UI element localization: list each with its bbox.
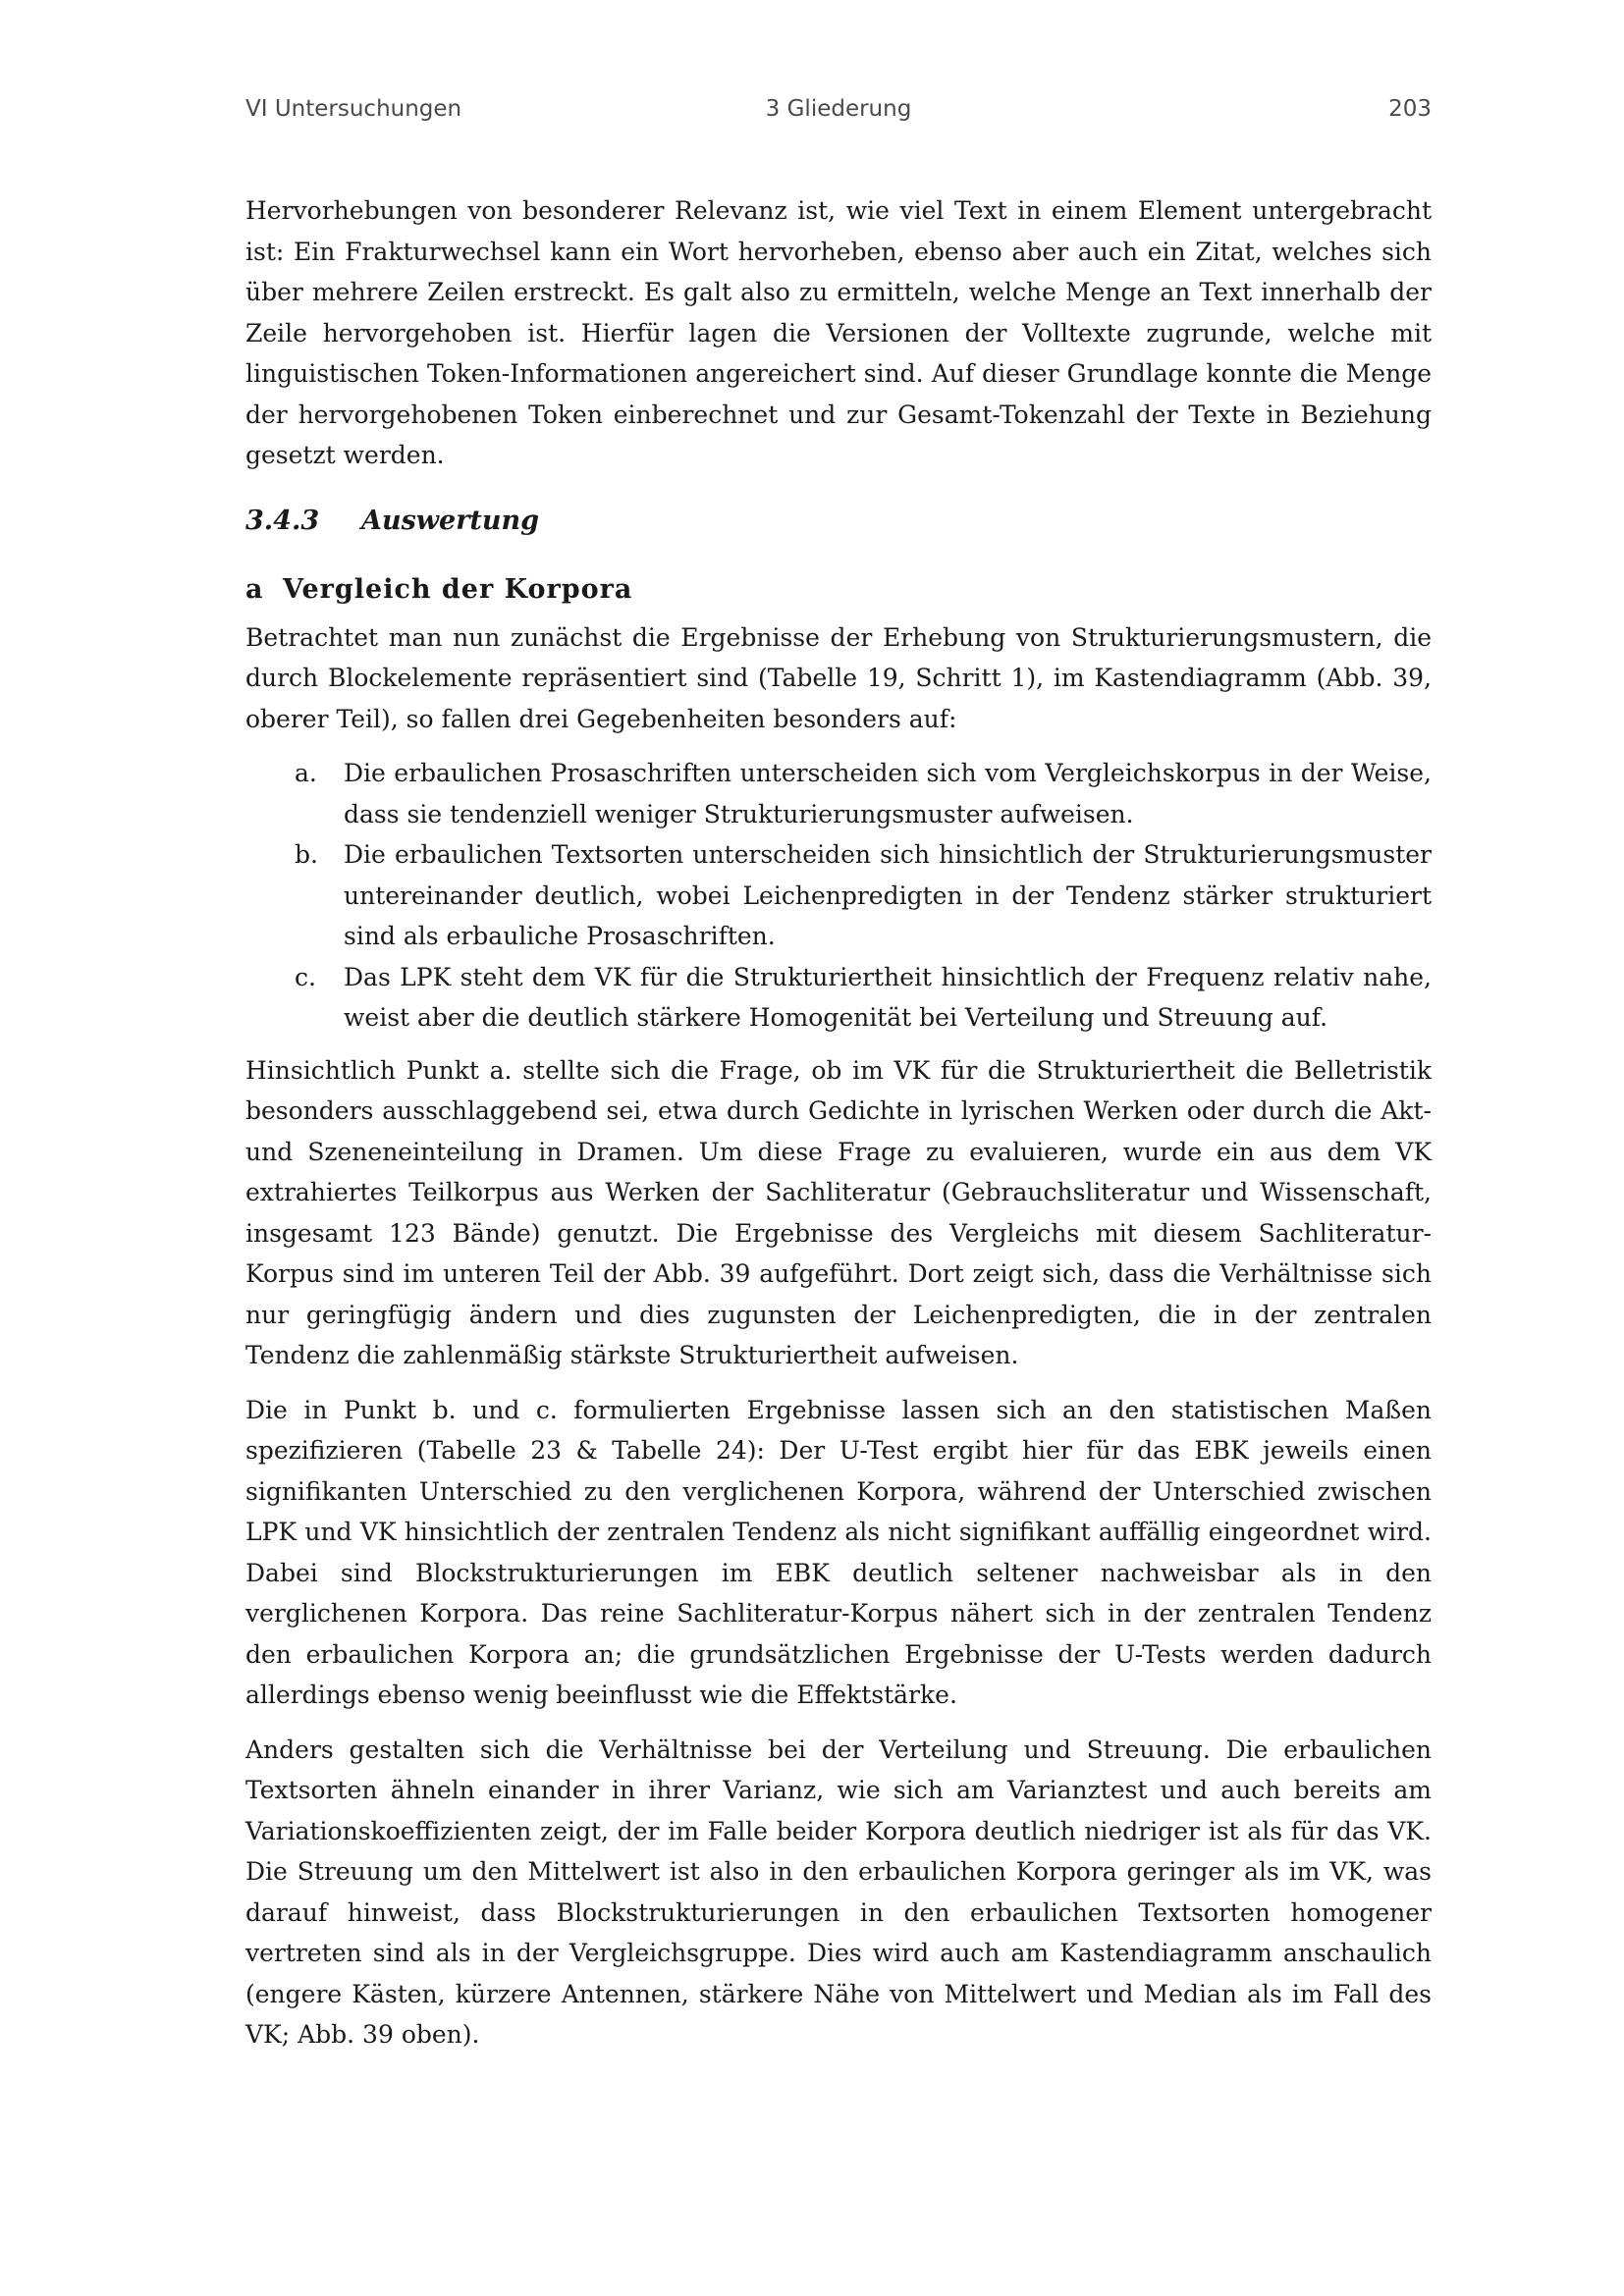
header-chapter: VI Untersuchungen — [245, 96, 462, 122]
list-item-text: Die erbaulichen Textsorten unterscheiden sich hinsichtlich der Strukturierungsmuster untereinander deutlich, wobei Leichenpredigten in der Tendenz stärker strukturiert sind als erbauliche Prosaschriften. — [344, 840, 1432, 950]
intro-paragraph: Hervorhebungen von besonderer Relevanz ist, wie viel Text in einem Element untergebracht ist: Ein Frakturwechsel kann ein Wort hervorheben, ebenso aber auch ein Zitat, welches sich über mehrere Zeilen erstreckt. Es galt also zu ermitteln, welche Menge an Text innerhalb der Zeile hervorgehoben ist. Hierfür lagen die Versionen der Volltexte zugrunde, welche mit linguistischen Token-Informationen angereichert sind. Auf dieser Grundlage konnte die Menge der hervorgehobenen Token einberechnet und zur Gesamt-Tokenzahl der Texte in Beziehung gesetzt werden. — [245, 196, 1432, 469]
list-item — [245, 834, 1432, 957]
header-section: 3 Gliederung — [765, 96, 912, 122]
page-body — [245, 190, 1432, 2069]
running-header — [245, 96, 1432, 130]
subsection-heading — [245, 568, 1432, 612]
list-item — [245, 957, 1432, 1039]
page-number: 203 — [1388, 96, 1432, 122]
list-item-text: Die erbaulichen Prosaschriften unterscheiden sich vom Vergleichskorpus in der Weise, dass sie tendenziell weniger Strukturierungsmuster aufweisen. — [344, 759, 1432, 828]
list-marker: a. — [295, 759, 317, 787]
section-title: Auswertung — [361, 505, 540, 536]
paragraph-4: Anders gestalten sich die Verhältnisse bei der Verteilung und Streuung. Die erbaulichen Textsorten ähneln einander in ihrer Varianz, wie sich am Varianztest und auch bereits am Variationskoeffizienten zeigt, der im Falle beider Korpora deutlich niedriger ist als für das VK. Die Streuung um den Mittelwert ist also in den erbaulichen Korpora geringer als im VK, was darauf hinweist, dass Blockstrukturierungen in den erbaulichen Textsorten homogener vertreten sind als in der Vergleichsgruppe. Dies wird auch am Kastendiagramm anschaulich (engere Kästen, kürzere Antennen, stärkere Nähe von Mittelwert und Median als im Fall des VK; Abb. 39 oben). — [245, 1735, 1432, 2049]
paragraph-3: Die in Punkt b. und c. formulierten Ergebnisse lassen sich an den statistischen Maßen spezifizieren (Tabelle 23 & Tabelle 24): Der U-Test ergibt hier für das EBK jeweils einen signifikanten Unterschied zu den verglichenen Korpora, während der Unterschied zwischen LPK und VK hinsichtlich der zentralen Tendenz als nicht signifikant auffällig eingeordnet wird. Dabei sind Blockstrukturierungen im EBK deutlich seltener nachweisbar als in den verglichenen Korpora. Das reine Sachliteratur-Korpus nähert sich in der zentralen Tendenz den erbaulichen Korpora an; die grundsätzlichen Ergebnisse der U-Tests werden dadurch allerdings ebenso wenig beeinflusst wie die Effektstärke. — [245, 1395, 1432, 1709]
findings-list — [245, 753, 1432, 1039]
paragraph-2: Hinsichtlich Punkt a. stellte sich die Frage, ob im VK für die Strukturiertheit die Belletristik besonders ausschlaggebend sei, etwa durch Gedichte in lyrischen Werken oder durch die Akt- und Szeneneinteilung in Dramen. Um diese Frage zu evaluieren, wurde ein aus dem VK extrahiertes Teilkorpus aus Werken der Sachliteratur (Gebrauchsliteratur und Wissenschaft, insgesamt 123 Bände) genutzt. Die Ergebnisse des Vergleichs mit diesem Sachliteratur-Korpus sind im unteren Teil der Abb. 39 aufgeführt. Dort zeigt sich, dass die Verhältnisse sich nur geringfügig ändern und dies zugunsten der Leichenpredigten, die in der zentralen Tendenz die zahlenmäßig stärkste Strukturiertheit aufweisen. — [245, 1055, 1432, 1369]
list-marker: b. — [295, 840, 318, 869]
section-heading — [245, 500, 1432, 543]
section-number: 3.4.3 — [245, 505, 320, 536]
subsection-letter: a — [245, 573, 264, 605]
list-item-text: Das LPK steht dem VK für die Strukturiertheit hinsichtlich der Frequenz relativ nahe, weist aber die deutlich stärkere Homogenität bei Verteilung und Streuung auf. — [344, 962, 1432, 1032]
list-marker: c. — [295, 962, 316, 991]
subsection-title: Vergleich der Korpora — [283, 573, 633, 605]
list-item — [245, 753, 1432, 834]
paragraph-1: Betrachtet man nun zunächst die Ergebnisse der Erhebung von Strukturierungsmustern, die durch Blockelemente repräsentiert sind (Tabelle 19, Schritt 1), im Kastendiagramm (Abb. 39, oberer Teil), so fallen drei Gegebenheiten besonders auf: — [245, 622, 1432, 733]
